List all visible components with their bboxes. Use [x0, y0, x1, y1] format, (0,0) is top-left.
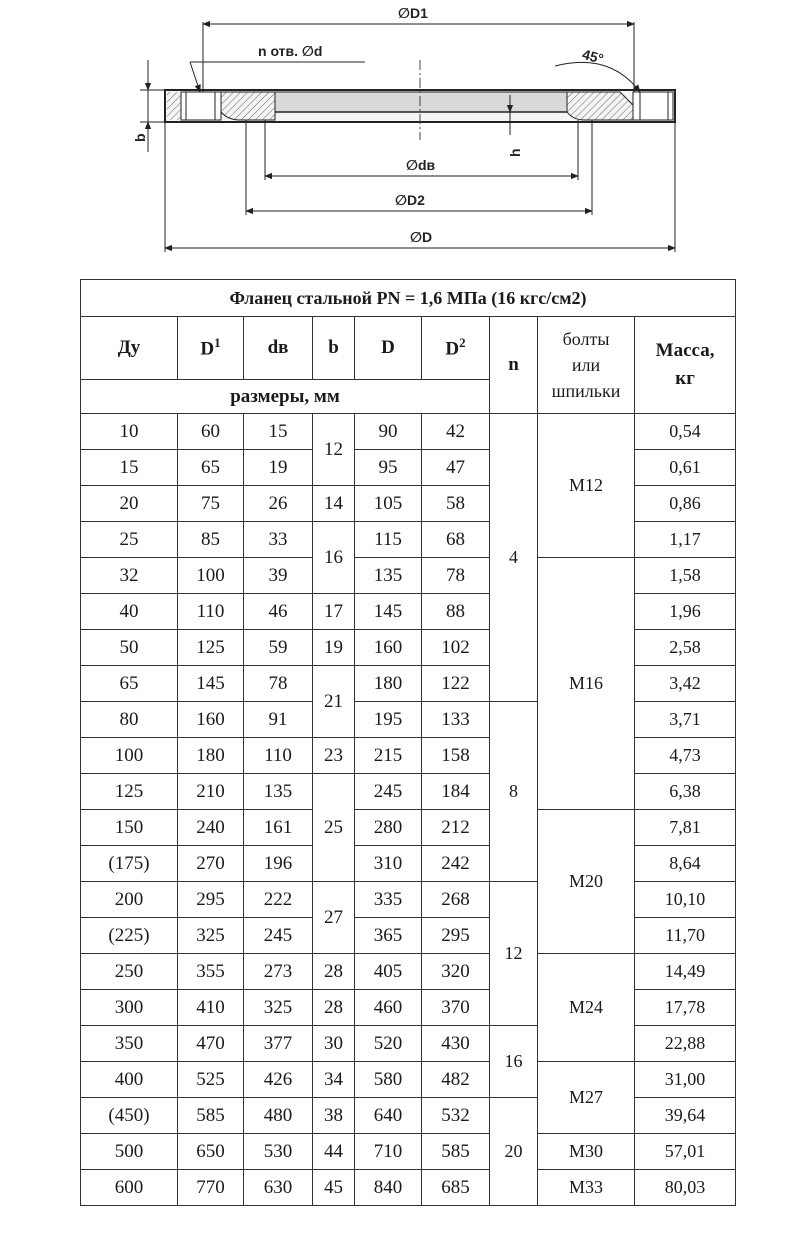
cell-d2: 532: [422, 1098, 490, 1134]
cell-d: 115: [355, 522, 422, 558]
cell-d1: 60: [178, 414, 244, 450]
cell-dv: 33: [244, 522, 313, 558]
header-bolts: болты или шпильки: [538, 317, 635, 414]
cell-b: 28: [313, 954, 355, 990]
cell-dv: 196: [244, 846, 313, 882]
cell-d: 160: [355, 630, 422, 666]
cell-du: 32: [81, 558, 178, 594]
cell-dv: 26: [244, 486, 313, 522]
cell-d1: 240: [178, 810, 244, 846]
cell-du: (450): [81, 1098, 178, 1134]
cell-d: 95: [355, 450, 422, 486]
cell-mass: 80,03: [635, 1170, 736, 1206]
cell-dv: 426: [244, 1062, 313, 1098]
cell-d: 520: [355, 1026, 422, 1062]
cell-du: 400: [81, 1062, 178, 1098]
cell-du: 600: [81, 1170, 178, 1206]
flange-section: [165, 60, 675, 140]
cell-du: 40: [81, 594, 178, 630]
cell-mass: 3,42: [635, 666, 736, 702]
cell-dv: 222: [244, 882, 313, 918]
cell-d: 280: [355, 810, 422, 846]
cell-mass: 1,58: [635, 558, 736, 594]
cell-d1: 125: [178, 630, 244, 666]
cell-dv: 39: [244, 558, 313, 594]
cell-du: 300: [81, 990, 178, 1026]
cell-dv: 59: [244, 630, 313, 666]
table-title: Фланец стальной PN = 1,6 МПа (16 кгс/см2): [81, 280, 736, 317]
cell-du: 20: [81, 486, 178, 522]
cell-dv: 19: [244, 450, 313, 486]
cell-bolt: М20: [538, 810, 635, 954]
cell-dv: 91: [244, 702, 313, 738]
cell-d: 460: [355, 990, 422, 1026]
label-dv: ∅dв: [406, 157, 436, 173]
cell-dv: 377: [244, 1026, 313, 1062]
cell-d2: 585: [422, 1134, 490, 1170]
cell-dv: 135: [244, 774, 313, 810]
cell-d1: 180: [178, 738, 244, 774]
cell-d2: 370: [422, 990, 490, 1026]
table-row: [81, 450, 736, 486]
flange-drawing: [0, 0, 800, 265]
cell-b: 19: [313, 630, 355, 666]
cell-d2: 78: [422, 558, 490, 594]
cell-d: 245: [355, 774, 422, 810]
cell-d2: 482: [422, 1062, 490, 1098]
cell-bolt: М33: [538, 1170, 635, 1206]
cell-dv: 630: [244, 1170, 313, 1206]
cell-d: 840: [355, 1170, 422, 1206]
cell-b: 34: [313, 1062, 355, 1098]
table-row: [81, 954, 736, 990]
cell-bolt: М30: [538, 1134, 635, 1170]
cell-dv: 480: [244, 1098, 313, 1134]
cell-n: 16: [490, 1026, 538, 1098]
cell-bolt: М12: [538, 414, 635, 558]
cell-n: 8: [490, 702, 538, 882]
cell-b: 44: [313, 1134, 355, 1170]
cell-d1: 470: [178, 1026, 244, 1062]
cell-du: 50: [81, 630, 178, 666]
cell-mass: 0,61: [635, 450, 736, 486]
cell-b: 12: [313, 414, 355, 486]
cell-d1: 355: [178, 954, 244, 990]
cell-du: 65: [81, 666, 178, 702]
cell-d: 215: [355, 738, 422, 774]
table-row: [81, 1134, 736, 1170]
cell-dv: 245: [244, 918, 313, 954]
cell-du: 25: [81, 522, 178, 558]
cell-du: 350: [81, 1026, 178, 1062]
header-du: Ду: [81, 317, 178, 380]
cell-mass: 2,58: [635, 630, 736, 666]
cell-mass: 57,01: [635, 1134, 736, 1170]
cell-d: 640: [355, 1098, 422, 1134]
cell-du: 10: [81, 414, 178, 450]
header-n: n: [490, 317, 538, 414]
cell-d1: 65: [178, 450, 244, 486]
header-dv: dв: [244, 317, 313, 380]
cell-d1: 295: [178, 882, 244, 918]
table-row: [81, 810, 736, 846]
cell-bolt: М24: [538, 954, 635, 1062]
table-row: [81, 702, 736, 738]
cell-d1: 160: [178, 702, 244, 738]
cell-b: 38: [313, 1098, 355, 1134]
cell-mass: 22,88: [635, 1026, 736, 1062]
header-d2: $D^2$: [422, 317, 490, 380]
cell-d1: 410: [178, 990, 244, 1026]
cell-b: 21: [313, 666, 355, 738]
cell-d: 145: [355, 594, 422, 630]
cell-b: 30: [313, 1026, 355, 1062]
table-row: [81, 1098, 736, 1134]
cell-d1: 650: [178, 1134, 244, 1170]
cell-d2: 212: [422, 810, 490, 846]
cell-d: 105: [355, 486, 422, 522]
cell-mass: 0,86: [635, 486, 736, 522]
cell-du: 15: [81, 450, 178, 486]
cell-d1: 210: [178, 774, 244, 810]
table-row: [81, 1062, 736, 1098]
cell-d2: 68: [422, 522, 490, 558]
cell-du: 80: [81, 702, 178, 738]
cell-d1: 75: [178, 486, 244, 522]
cell-mass: 17,78: [635, 990, 736, 1026]
cell-d2: 268: [422, 882, 490, 918]
cell-d2: 685: [422, 1170, 490, 1206]
table-row: [81, 594, 736, 630]
cell-d1: 85: [178, 522, 244, 558]
label-h: h: [507, 148, 523, 157]
cell-d1: 325: [178, 918, 244, 954]
cell-b: 27: [313, 882, 355, 954]
cell-b: 14: [313, 486, 355, 522]
table-body: [81, 414, 736, 1206]
table-row: [81, 414, 736, 450]
table-row: [81, 918, 736, 954]
cell-d2: 184: [422, 774, 490, 810]
cell-d2: 47: [422, 450, 490, 486]
table-row: [81, 846, 736, 882]
cell-mass: 31,00: [635, 1062, 736, 1098]
cell-d: 90: [355, 414, 422, 450]
header-dims: размеры, мм: [81, 380, 490, 414]
cell-du: (175): [81, 846, 178, 882]
cell-mass: 0,54: [635, 414, 736, 450]
label-holes: n отв. ∅d: [258, 43, 323, 59]
cell-d2: 295: [422, 918, 490, 954]
cell-b: 45: [313, 1170, 355, 1206]
cell-mass: 14,49: [635, 954, 736, 990]
cell-dv: 78: [244, 666, 313, 702]
label-D1: ∅D1: [398, 5, 428, 21]
cell-d2: 102: [422, 630, 490, 666]
cell-d2: 133: [422, 702, 490, 738]
cell-bolt: М16: [538, 558, 635, 810]
cell-mass: 10,10: [635, 882, 736, 918]
cell-dv: 325: [244, 990, 313, 1026]
cell-mass: 1,96: [635, 594, 736, 630]
table-row: [81, 630, 736, 666]
cell-mass: 7,81: [635, 810, 736, 846]
cell-d2: 88: [422, 594, 490, 630]
cell-b: 25: [313, 774, 355, 882]
cell-n: 4: [490, 414, 538, 702]
header-d: D: [355, 317, 422, 380]
cell-d: 365: [355, 918, 422, 954]
table-row: [81, 774, 736, 810]
cell-dv: 15: [244, 414, 313, 450]
label-b: b: [132, 133, 148, 142]
table-row: [81, 558, 736, 594]
cell-du: 250: [81, 954, 178, 990]
table-row: [81, 1170, 736, 1206]
cell-d2: 122: [422, 666, 490, 702]
table-row: [81, 882, 736, 918]
flange-spec-table: [80, 279, 736, 1206]
cell-mass: 8,64: [635, 846, 736, 882]
cell-dv: 530: [244, 1134, 313, 1170]
cell-n: 20: [490, 1098, 538, 1206]
cell-d: 310: [355, 846, 422, 882]
label-D: ∅D: [410, 229, 433, 245]
label-D2: ∅D2: [395, 192, 425, 208]
cell-du: 150: [81, 810, 178, 846]
cell-dv: 110: [244, 738, 313, 774]
cell-dv: 46: [244, 594, 313, 630]
cell-du: 100: [81, 738, 178, 774]
cell-d2: 42: [422, 414, 490, 450]
cell-d1: 770: [178, 1170, 244, 1206]
header-b: b: [313, 317, 355, 380]
cell-d: 710: [355, 1134, 422, 1170]
cell-dv: 273: [244, 954, 313, 990]
table-row: [81, 990, 736, 1026]
table-row: [81, 522, 736, 558]
cell-mass: 4,73: [635, 738, 736, 774]
cell-d1: 585: [178, 1098, 244, 1134]
table-row: [81, 666, 736, 702]
table-row: [81, 1026, 736, 1062]
cell-d: 405: [355, 954, 422, 990]
cell-mass: 39,64: [635, 1098, 736, 1134]
cell-d2: 58: [422, 486, 490, 522]
cell-du: 500: [81, 1134, 178, 1170]
cell-d1: 110: [178, 594, 244, 630]
cell-bolt: М27: [538, 1062, 635, 1134]
cell-b: 28: [313, 990, 355, 1026]
header-d1: $D^1$: [178, 317, 244, 380]
cell-n: 12: [490, 882, 538, 1026]
table-row: [81, 738, 736, 774]
cell-d: 195: [355, 702, 422, 738]
cell-d1: 525: [178, 1062, 244, 1098]
cell-du: 125: [81, 774, 178, 810]
cell-mass: 1,17: [635, 522, 736, 558]
cell-b: 16: [313, 522, 355, 594]
cell-b: 23: [313, 738, 355, 774]
cell-dv: 161: [244, 810, 313, 846]
cell-du: (225): [81, 918, 178, 954]
cell-d2: 430: [422, 1026, 490, 1062]
cell-d: 180: [355, 666, 422, 702]
header-mass: Масса, кг: [635, 317, 736, 414]
cell-d2: 320: [422, 954, 490, 990]
cell-d1: 145: [178, 666, 244, 702]
label-angle: 45°: [580, 45, 606, 67]
cell-mass: 11,70: [635, 918, 736, 954]
cell-d1: 270: [178, 846, 244, 882]
cell-d: 135: [355, 558, 422, 594]
cell-mass: 6,38: [635, 774, 736, 810]
cell-d2: 242: [422, 846, 490, 882]
cell-d: 335: [355, 882, 422, 918]
cell-b: 17: [313, 594, 355, 630]
table-row: [81, 486, 736, 522]
cell-du: 200: [81, 882, 178, 918]
cell-d2: 158: [422, 738, 490, 774]
cell-d: 580: [355, 1062, 422, 1098]
cell-mass: 3,71: [635, 702, 736, 738]
cell-d1: 100: [178, 558, 244, 594]
